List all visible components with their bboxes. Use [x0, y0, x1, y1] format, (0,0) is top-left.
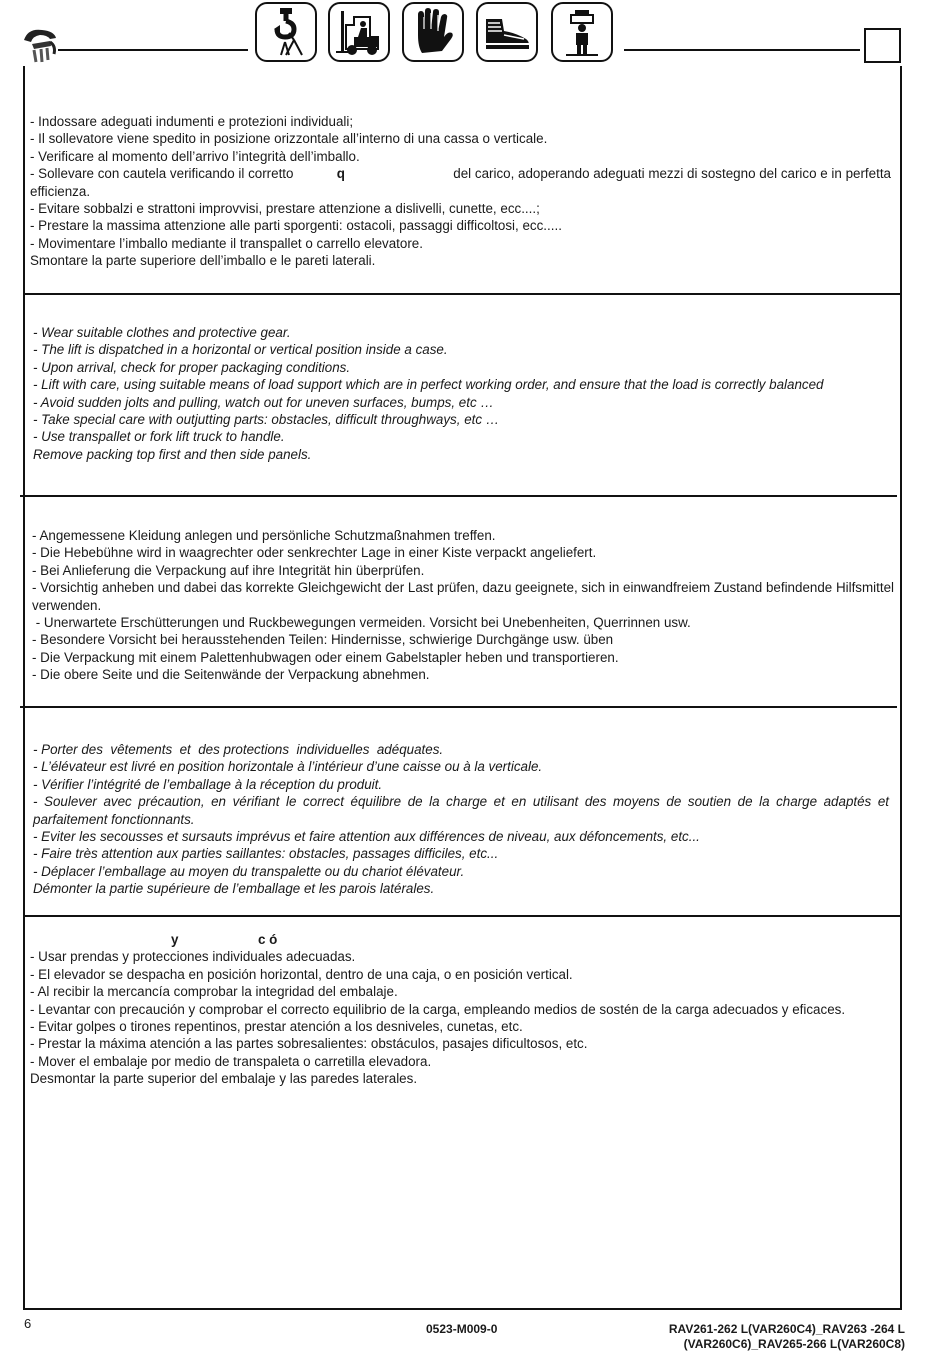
text-line: - Levantar con precaución y comprobar el correcto equilibrio de la carga, empleando medios de sostén de la carga adecuados y eficaces. [30, 1001, 846, 1017]
text-line: - Il sollevatore viene spedito in posizione orizzontale all’interno di una cassa o verticale. [30, 131, 548, 147]
text-line: - Prestare la massima attenzione alle parti sporgenti: ostacoli, passaggi difficoltosi, ecc..... [30, 218, 562, 234]
frame-right-border [900, 66, 902, 1310]
forklift-icon-frame [328, 2, 390, 62]
text-line: - Porter des vêtements et des protections individuelles adéquates. [33, 742, 444, 757]
section-english [33, 324, 888, 463]
text-line: - Lift with care, using suitable means of load support which are in perfect working order, and ensure that the load is correctly balanced [33, 377, 824, 393]
worker-helmet-icon [557, 7, 607, 57]
text-line: - Mover el embalaje por medio de transpaleta o carretilla elevadora. [30, 1053, 432, 1069]
text-line: - Eviter les secousses et sursauts imprévus et faire attention aux différences de niveau, aux défoncements, etc... [33, 829, 700, 845]
text-line: - Evitare sobbalzi e strattoni improvvisi, prestare attenzione a dislivelli, cunette, ecc....; [30, 201, 540, 217]
document-code: 0523-M009-0 [426, 1322, 498, 1336]
text-line: - Vérifier l’intégrité de l’emballage à la réception du produit. [33, 776, 383, 792]
crane-hook-icon-frame [255, 2, 317, 62]
text-line: - Movimentare l’imballo mediante il transpallet o carrello elevatore. [30, 235, 423, 251]
text-line-lift [30, 165, 891, 182]
frame-left-border [23, 66, 25, 1310]
section-divider [23, 915, 900, 917]
text-line: - Verificare al momento dell’arrivo l’integrità dell’imballo. [30, 148, 360, 164]
text-line: - Take special care with outjutting parts: obstacles, difficult throughways, etc … [33, 412, 500, 428]
text-line: - Soulever avec précaution, en vérifiant le correct équilibre de la charge et en utilisant des moyens de soutien de la charge adaptés et parfaitement fonctionnants. [33, 794, 889, 827]
text-line: - The lift is dispatched in a horizontal or vertical position inside a case. [33, 342, 448, 358]
lift-line-bold: q [336, 166, 345, 182]
model-line-2: (VAR260C6)_RAV265-266 L(VAR260C8) [683, 1337, 905, 1351]
text-line: - Prestar la máxima atención a las partes sobresalientes: obstáculos, pasajes dificultosos, etc. [30, 1036, 588, 1052]
section-french [33, 741, 889, 898]
text-line: - Use transpallet or fork lift truck to handle. [33, 429, 285, 445]
section-german [32, 527, 894, 684]
forklift-icon [334, 7, 384, 57]
text-line: - Avoid sudden jolts and pulling, watch out for uneven surfaces, bumps, etc … [33, 394, 494, 410]
text-line: - Usar prendas y protecciones individuales adecuadas. [30, 949, 356, 965]
header-rule-right [624, 49, 860, 51]
section-spanish [30, 931, 892, 1088]
glove-icon-frame [402, 2, 464, 62]
text-line: - Besondere Vorsicht bei herausstehenden Teilen: Hindernisse, schwierige Durchgänge usw. üben [32, 632, 614, 648]
spanish-heading-row [30, 931, 892, 948]
section-divider [20, 495, 897, 497]
text-line: - Bei Anlieferung die Verpackung auf ihre Integrität hin überprüfen. [32, 562, 425, 578]
safety-shoe-icon-frame [476, 2, 538, 62]
section-divider [20, 706, 897, 708]
text-line: - Unerwartete Erschütterungen und Ruckbewegungen vermeiden. Vorsicht bei Unebenheiten, Querrinnen usw. [32, 615, 691, 631]
text-line: - El elevador se despacha en posición horizontal, dentro de una caja, o en posición vertical. [30, 966, 573, 982]
text-line: - Vorsichtig anheben und dabei das korrekte Gleichgewicht der Last prüfen, dazu geeignete, sich in einwandfreiem Zustand befindende Hilfsmittel verwenden. [32, 580, 894, 613]
worker-helmet-icon-frame [551, 2, 613, 62]
text-line: - Die Verpackung mit einem Palettenhubwagen oder einem Gabelstapler heben und transportieren. [32, 649, 619, 665]
text-line: Remove packing top first and then side panels. [33, 446, 312, 462]
section-divider [23, 293, 900, 295]
text-line: - Déplacer l’emballage au moyen du transpalette ou du chariot élévateur. [33, 863, 465, 879]
text-line: - Die Hebebühne wird in waagrechter oder senkrechter Lage in einer Kiste verpackt angeliefert. [32, 545, 597, 561]
text-line: - Upon arrival, check for proper packaging conditions. [33, 359, 351, 375]
lift-line-start: - Sollevare con cautela verificando il corretto [30, 166, 294, 182]
text-line: Démonter la partie supérieure de l’emballage et les parois latérales. [33, 881, 435, 897]
text-line: Smontare la parte superiore dell’imballo e le pareti laterali. [30, 253, 376, 269]
lift-line-end: del carico, adoperando adeguati mezzi di sostegno del carico e in perfetta [453, 166, 891, 182]
crane-hook-icon [261, 7, 311, 57]
safety-shoe-icon [482, 7, 532, 57]
text-line: - Angemessene Kleidung anlegen und persönliche Schutzmaßnahmen treffen. [32, 528, 496, 543]
text-line: efficienza. [30, 183, 91, 199]
frame-bottom-border [23, 1308, 902, 1310]
text-line: - Indossare adeguati indumenti e protezioni individuali; [30, 114, 354, 129]
brand-logo-icon [20, 22, 60, 64]
model-reference [600, 1322, 905, 1352]
text-line: - L’élévateur est livré en position horizontale à l’intérieur d’une caisse ou à la verticale. [33, 759, 543, 775]
corner-box [864, 28, 901, 63]
text-line: - Evitar golpes o tirones repentinos, prestar atención a los desniveles, cunetas, etc. [30, 1019, 523, 1035]
text-line: - Die obere Seite und die Seitenwände der Verpackung abnehmen. [32, 667, 430, 683]
text-line: - Al recibir la mercancía comprobar la integridad del embalaje. [30, 984, 398, 1000]
text-line: - Faire très attention aux parties saillantes: obstacles, passages difficiles, etc... [33, 846, 499, 862]
header-rule-left [58, 49, 248, 51]
section-italian [30, 113, 891, 270]
page-number: 6 [24, 1316, 32, 1331]
text-line: - Wear suitable clothes and protective gear. [33, 325, 291, 340]
text-line: Desmontar la parte superior del embalaje y las paredes laterales. [30, 1071, 418, 1087]
glove-icon [408, 7, 458, 57]
spanish-heading-y: y [171, 932, 179, 947]
spanish-heading-co: c ó [258, 932, 278, 947]
model-line-1: RAV261-262 L(VAR260C4)_RAV263 -264 L [668, 1322, 905, 1336]
